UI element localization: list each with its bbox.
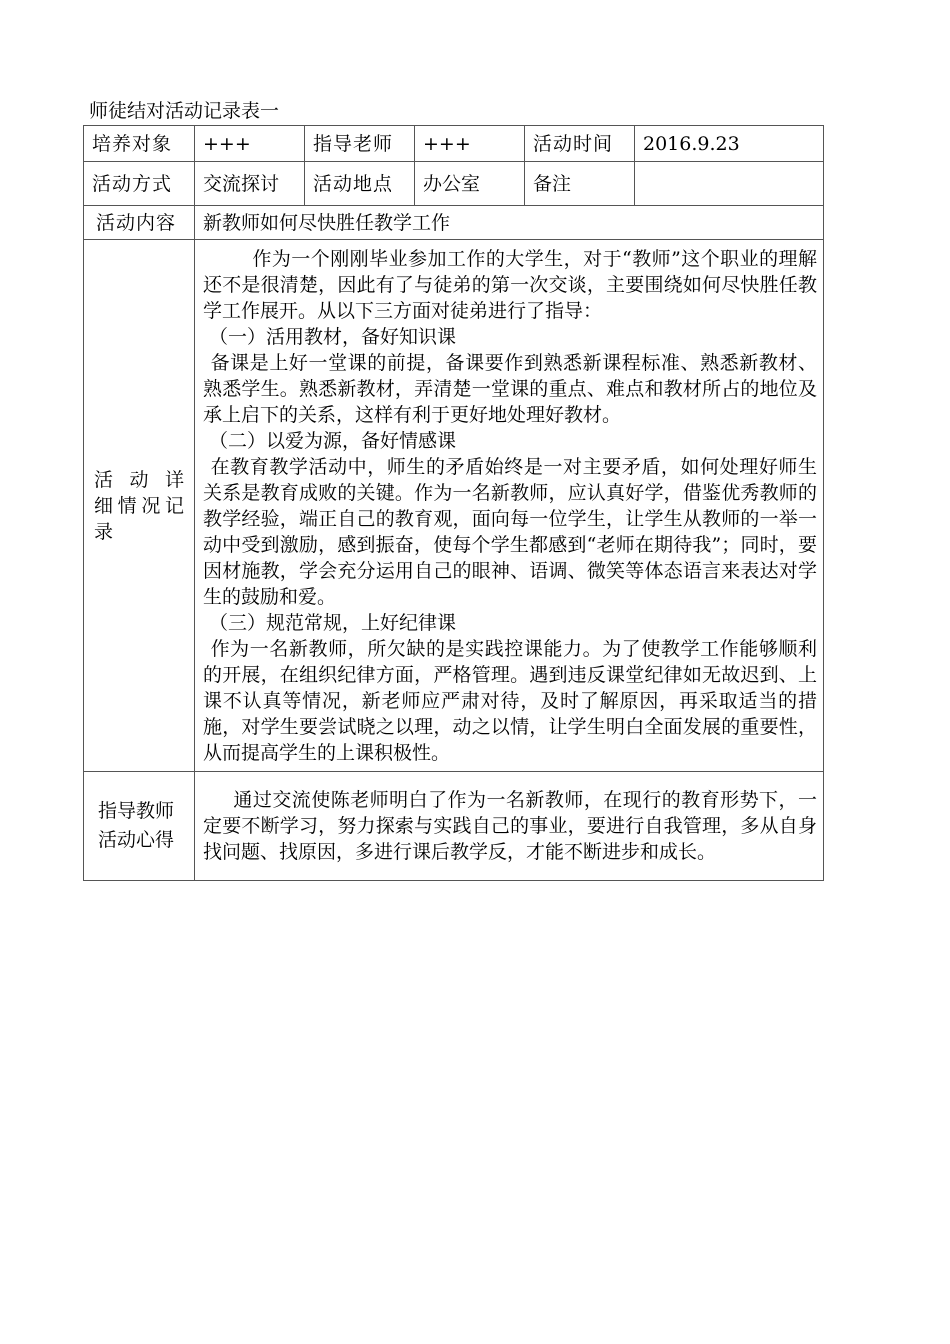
details-heading-3: （三）规范常规，上好纪律课	[209, 611, 457, 634]
mentor-reflection-content	[195, 772, 824, 881]
details-paragraph-2: 在教育教学活动中，师生的矛盾始终是一对主要矛盾，如何处理好师生关系是教育成败的关键。作为一名新教师，应认真好学，借鉴优秀教师的教学经验，端正自己的教育观，面向每一位学生，让学生从教师的一举一动中受到激励，感到振奋，使每个学生都感到“老师在期待我”；同时，要因材施教，学会充分运用自己的眼神、语调、微笑等体态语言来表达对学生的鼓励和爱。	[203, 455, 817, 608]
label-mentor: 指导老师	[305, 126, 415, 162]
table-row	[84, 772, 824, 881]
activity-details-content	[195, 240, 824, 772]
value-training-target: +++	[195, 126, 305, 162]
table-row	[84, 162, 824, 206]
table-row	[84, 206, 824, 240]
label-mentor-reflection: 指导教师活动心得	[84, 772, 195, 881]
label-activity-details: 活 动 详 细情况记录	[84, 240, 195, 772]
activity-record-table	[83, 125, 824, 881]
details-heading-2: （二）以爱为源，备好情感课	[209, 429, 457, 452]
value-note	[635, 162, 824, 206]
document-title: 师徒结对活动记录表一	[89, 100, 280, 122]
table-row	[84, 126, 824, 162]
label-activity-location: 活动地点	[305, 162, 415, 206]
table-row	[84, 240, 824, 772]
details-paragraph-1: 备课是上好一堂课的前提，备课要作到熟悉新课程标准、熟悉新教材、熟悉学生。熟悉新教材，弄清楚一堂课的重点、难点和教材所占的地位及承上启下的关系，这样有利于更好地处理好教材。	[203, 351, 817, 426]
value-activity-content: 新教师如何尽快胜任教学工作	[195, 206, 824, 240]
reflection-text: 通过交流使陈老师明白了作为一名新教师，在现行的教育形势下，一定要不断学习，努力探索与实践自己的事业，要进行自我管理，多从自身找问题、找原因，多进行课后教学反，才能不断进步和成长。	[203, 789, 817, 863]
value-activity-method: 交流探讨	[195, 162, 305, 206]
value-activity-location: 办公室	[415, 162, 525, 206]
label-activity-time: 活动时间	[525, 126, 635, 162]
label-activity-content: 活动内容	[84, 206, 195, 240]
value-activity-time: 2016.9.23	[635, 126, 824, 162]
details-paragraph-3: 作为一名新教师，所欠缺的是实践控课能力。为了使教学工作能够顺利的开展，在组织纪律方面，严格管理。遇到违反课堂纪律如无故迟到、上课不认真等情况，新老师应严肃对待，及时了解原因，再采取适当的措施，对学生要尝试晓之以理，动之以情，让学生明白全面发展的重要性，从而提高学生的上课积极性。	[203, 637, 817, 764]
label-activity-method: 活动方式	[84, 162, 195, 206]
label-note: 备注	[525, 162, 635, 206]
label-training-target: 培养对象	[84, 126, 195, 162]
details-heading-1: （一）活用教材，备好知识课	[209, 325, 457, 348]
value-mentor: +++	[415, 126, 525, 162]
details-intro: 作为一个刚刚毕业参加工作的大学生，对于“教师”这个职业的理解还不是很清楚，因此有了与徒弟的第一次交谈，主要围绕如何尽快胜任教学工作展开。从以下三方面对徒弟进行了指导：	[203, 247, 817, 322]
